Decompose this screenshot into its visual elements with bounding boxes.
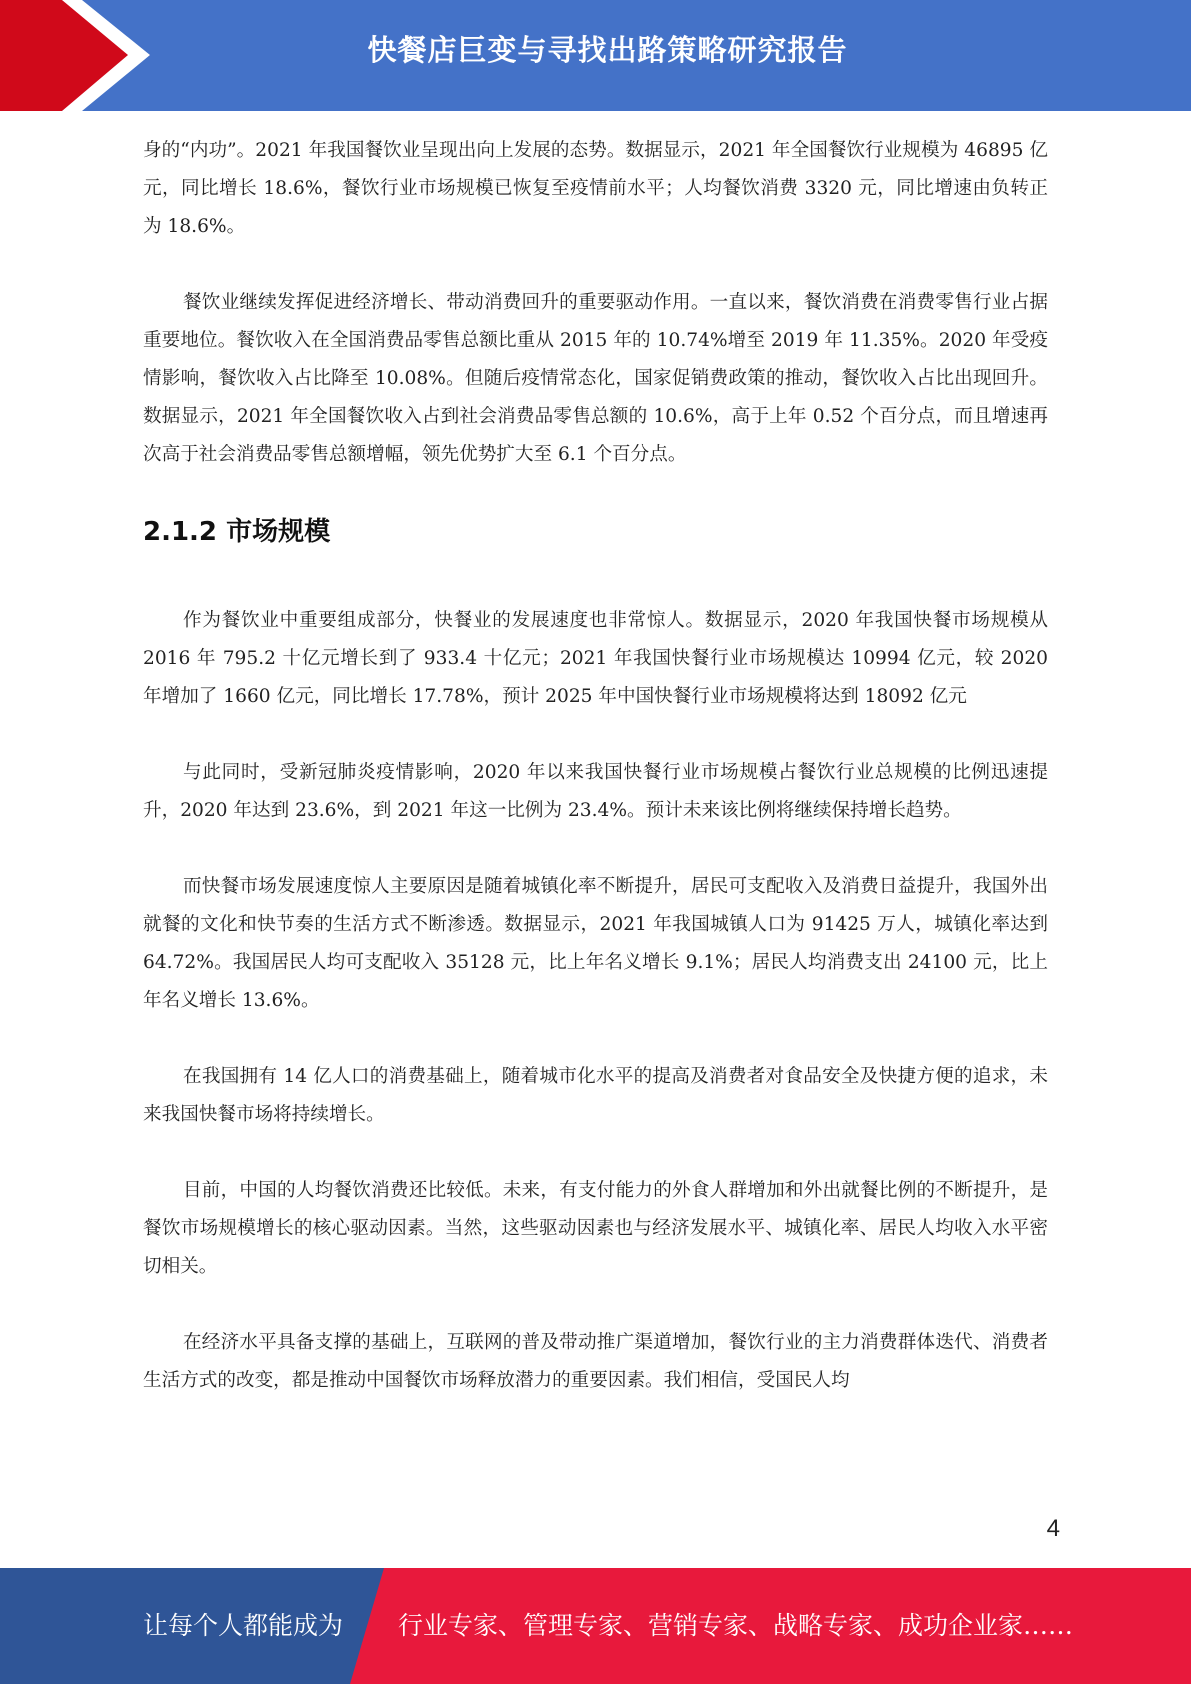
page-number: 4 — [1046, 1515, 1060, 1542]
page-footer — [0, 1568, 1191, 1684]
paragraph: 在经济水平具备支撑的基础上，互联网的普及带动推广渠道增加，餐饮行业的主力消费群体迭代、消费者生活方式的改变，都是推动中国餐饮市场释放潜力的重要因素。我们相信，受国民人均 — [143, 1332, 1048, 1391]
footer-slogan-left: 让每个人都能成为 — [143, 1611, 344, 1640]
paragraph: 作为餐饮业中重要组成部分，快餐业的发展速度也非常惊人。数据显示，2020 年我国快餐市场规模从 2016 年 795.2 十亿元增长到了 933.4 十亿元；2021 年我国快餐行业市场规模达 10994 亿元，较 2020 年增加了 1660 亿元，同比增长 17.78%，预计 2025 年中国快餐行业市场规模将达到 18092 亿元 — [143, 610, 1048, 707]
paragraph-continued: 身的“内功”。2021 年我国餐饮业呈现出向上发展的态势。数据显示，2021 年全国餐饮行业规模为 46895 亿元，同比增长 18.6%，餐饮行业市场规模已恢复至疫情前水平；人均餐饮消费 3320 元，同比增速由负转正为 18.6%。 — [143, 140, 1048, 237]
paragraph: 餐饮业继续发挥促进经济增长、带动消费回升的重要驱动作用。一直以来，餐饮消费在消费零售行业占据重要地位。餐饮收入在全国消费品零售总额比重从 2015 年的 10.74%增至 2019 年 11.35%。2020 年受疫情影响，餐饮收入占比降至 10.08%。但随后疫情常态化，国家促销费政策的推动，餐饮收入占比出现回升。数据显示，2021 年全国餐饮收入占到社会消费品零售总额的 10.6%，高于上年 0.52 个百分点，而且增速再次高于社会消费品零售总额增幅，领先优势扩大至 6.1 个百分点。 — [143, 292, 1048, 465]
paragraph: 在我国拥有 14 亿人口的消费基础上，随着城市化水平的提高及消费者对食品安全及快捷方便的追求，未来我国快餐市场将持续增长。 — [143, 1066, 1048, 1125]
report-title: 快餐店巨变与寻找出路策略研究报告 — [367, 33, 848, 67]
paragraph: 而快餐市场发展速度惊人主要原因是随着城镇化率不断提升，居民可支配收入及消费日益提升，我国外出就餐的文化和快节奏的生活方式不断渗透。数据显示，2021 年我国城镇人口为 91425 万人，城镇化率达到 64.72%。我国居民人均可支配收入 35128 元，比上年名义增长 9.1%；居民人均消费支出 24100 元，比上年名义增长 13.6%。 — [143, 876, 1048, 1011]
paragraph: 与此同时，受新冠肺炎疫情影响，2020 年以来我国快餐行业市场规模占餐饮行业总规模的比例迅速提升，2020 年达到 23.6%，到 2021 年这一比例为 23.4%。预计未来该比例将继续保持增长趋势。 — [143, 762, 1048, 821]
footer-slogan-right: 行业专家、管理专家、营销专家、战略专家、成功企业家…… — [398, 1611, 1074, 1640]
section-heading: 2.1.2 市场规模 — [143, 517, 331, 547]
document-body — [143, 132, 1048, 1438]
paragraph: 目前，中国的人均餐饮消费还比较低。未来，有支付能力的外食人群增加和外出就餐比例的不断提升，是餐饮市场规模增长的核心驱动因素。当然，这些驱动因素也与经济发展水平、城镇化率、居民人均收入水平密切相关。 — [143, 1180, 1048, 1277]
page-header — [0, 0, 1191, 111]
